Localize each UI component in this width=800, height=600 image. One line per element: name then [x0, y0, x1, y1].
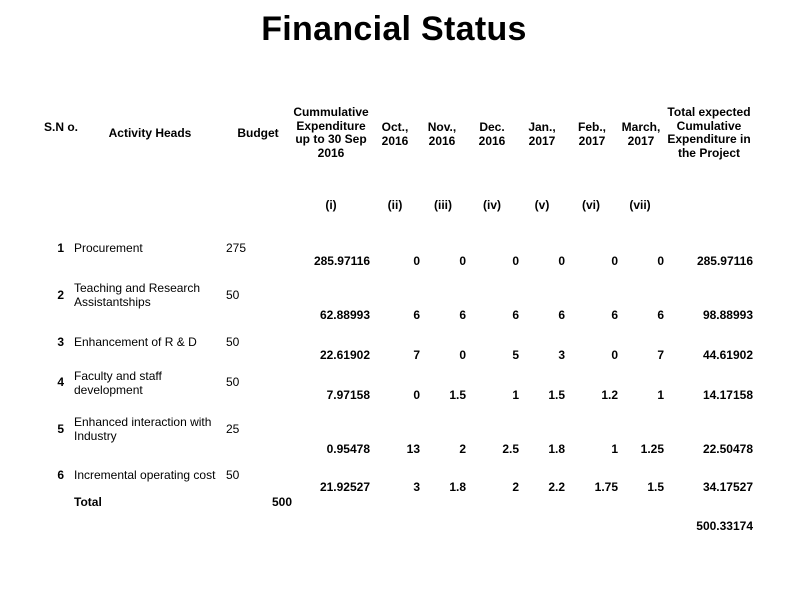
- table-row-jan: 1.8: [548, 442, 565, 456]
- table-row-nov: 0: [459, 348, 466, 362]
- table-row-sno: 2: [57, 288, 64, 302]
- table-row-total: 98.88993: [702, 308, 753, 322]
- table-row-activity: Enhancement of R & D: [74, 335, 197, 349]
- grand-total: 500.33174: [696, 519, 753, 533]
- subheader-vi: (vi): [582, 198, 600, 212]
- table-row-oct: 6: [413, 308, 420, 322]
- table-row-budget: 50: [226, 468, 240, 482]
- table-row-march: 7: [657, 348, 664, 362]
- table-row-oct: 0: [413, 254, 420, 268]
- subheader-iii: (iii): [434, 198, 452, 212]
- table-row-total: 44.61902: [702, 348, 753, 362]
- table-row-march: 6: [657, 308, 664, 322]
- table-row-march: 0: [657, 254, 664, 268]
- table-row-budget: 50: [226, 375, 240, 389]
- subheader-v: (v): [534, 198, 550, 212]
- page-title: Financial Status: [261, 10, 527, 48]
- table-row-total: 285.97116: [696, 254, 753, 268]
- header-jan: Jan., 2017: [528, 120, 556, 148]
- table-row-cumulative: 62.88993: [319, 308, 370, 322]
- table-row-feb: 1: [611, 442, 618, 456]
- table-row-cumulative: 21.92527: [319, 480, 370, 494]
- table-row-oct: 3: [413, 480, 420, 494]
- table-row-sno: 5: [57, 422, 64, 436]
- table-row-feb: 1.75: [594, 480, 618, 494]
- table-row-jan: 2.2: [548, 480, 565, 494]
- table-row-dec: 6: [512, 308, 519, 322]
- table-row-budget: 275: [226, 241, 247, 255]
- table-row-total: 34.17527: [702, 480, 753, 494]
- table-row-nov: 0: [459, 254, 466, 268]
- table-row-nov: 1.5: [449, 388, 466, 402]
- table-row-nov: 6: [459, 308, 466, 322]
- table-row-oct: 7: [413, 348, 420, 362]
- table-row-nov: 1.8: [449, 480, 466, 494]
- table-row-total: 22.50478: [702, 442, 753, 456]
- table-row-jan: 0: [558, 254, 565, 268]
- table-row-cumulative: 285.97116: [313, 254, 370, 268]
- table-row-oct: 0: [413, 388, 420, 402]
- table-row-jan: 6: [558, 308, 565, 322]
- total-label: Total: [74, 495, 102, 509]
- table-row-activity: Enhanced interaction with Industry: [74, 415, 212, 443]
- table-row-dec: 5: [512, 348, 519, 362]
- table-row-cumulative: 0.95478: [326, 442, 370, 456]
- table-row-sno: 4: [57, 375, 64, 389]
- table-row-dec: 1: [512, 388, 519, 402]
- total-budget: 500: [271, 495, 292, 509]
- table-row-dec: 2.5: [502, 442, 519, 456]
- header-total: Total expected Cumulative Expenditure in the Project: [667, 105, 751, 160]
- table-row-dec: 2: [512, 480, 519, 494]
- table-row-total: 14.17158: [702, 388, 753, 402]
- table-row-nov: 2: [459, 442, 466, 456]
- table-row-feb: 1.2: [601, 388, 618, 402]
- table-row-activity: Procurement: [74, 241, 143, 255]
- table-row-cumulative: 7.97158: [326, 388, 370, 402]
- table-row-jan: 1.5: [548, 388, 565, 402]
- table-row-cumulative: 22.61902: [319, 348, 370, 362]
- table-row-activity: Teaching and Research Assistantships: [74, 281, 201, 309]
- table-row-activity: Incremental operating cost: [74, 468, 216, 482]
- header-feb: Feb., 2017: [577, 120, 606, 148]
- table-row-activity: Faculty and staff development: [74, 369, 162, 397]
- table-row-sno: 6: [57, 468, 64, 482]
- table-row-sno: 3: [57, 335, 64, 349]
- table-row-dec: 0: [512, 254, 519, 268]
- table-row-budget: 50: [226, 335, 240, 349]
- table-row-march: 1.5: [647, 480, 664, 494]
- table-row-feb: 0: [611, 348, 618, 362]
- header-activity: Activity Heads: [108, 126, 192, 140]
- table-row-jan: 3: [558, 348, 565, 362]
- header-march: March, 2017: [621, 120, 661, 148]
- subheader-ii: (ii): [387, 198, 403, 212]
- table-row-budget: 50: [226, 288, 240, 302]
- header-sno: S.N o.: [44, 120, 79, 134]
- header-oct: Oct., 2016: [381, 120, 409, 148]
- header-budget: Budget: [237, 126, 279, 140]
- header-cumulative: Cummulative Expenditure up to 30 Sep 2016: [293, 105, 369, 160]
- subheader-i: (i): [325, 198, 337, 212]
- subheader-iv: (iv): [483, 198, 501, 212]
- table-row-feb: 6: [611, 308, 618, 322]
- table-row-oct: 13: [406, 442, 420, 456]
- table-row-march: 1.25: [640, 442, 664, 456]
- header-nov: Nov., 2016: [427, 120, 457, 148]
- table-row-feb: 0: [611, 254, 618, 268]
- subheader-vii: (vii): [629, 198, 651, 212]
- table-row-march: 1: [657, 388, 664, 402]
- header-dec: Dec. 2016: [478, 120, 506, 148]
- table-row-sno: 1: [57, 241, 64, 255]
- table-row-budget: 25: [226, 422, 240, 436]
